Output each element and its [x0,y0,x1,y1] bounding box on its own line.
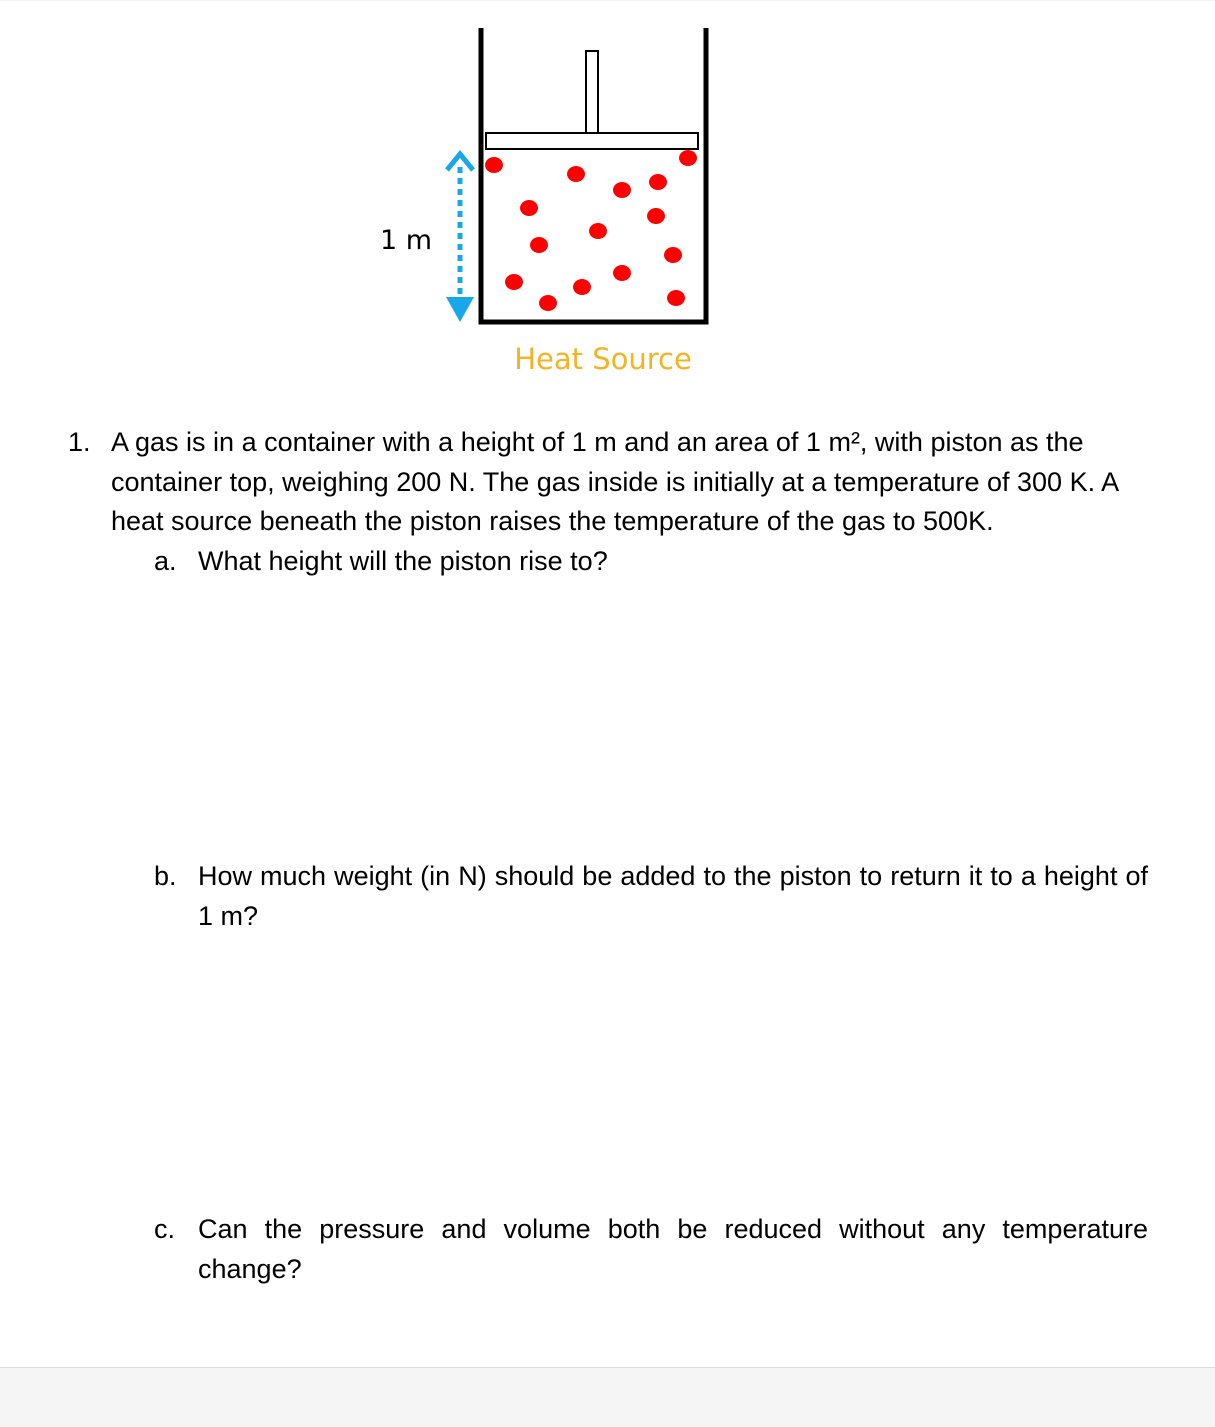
part-b-letter: b. [154,861,177,891]
gas-particle [567,166,585,182]
part-b-text: How much weight (in N) should be added to the piston to return it to a height of 1 m? [198,861,1148,931]
piston-plate [486,133,698,149]
gas-particle [485,157,503,173]
part-c-text: Can the pressure and volume both be reduced without any temperature change? [198,1214,1148,1284]
gas-particle [649,174,667,190]
question-text: A gas is in a container with a height of 1 m and an area of 1 m², with piston as the container top, weighing 200 N. The gas inside is initially at a temperature of 300 K. A heat source beneath the piston raises the temperature of the gas to 500K. [111,427,1118,536]
piston-container-diagram [0,1,1215,401]
part-c-letter: c. [154,1214,176,1244]
gas-particle [505,274,523,290]
gas-particle [539,295,557,311]
gas-particle [679,150,697,166]
height-label: 1 m [380,225,433,256]
piston-rod [586,51,598,133]
gas-particles [485,150,697,311]
footer-bar [0,1367,1215,1427]
part-a-letter: a. [154,546,177,576]
gas-particle [613,265,631,281]
gas-particle [530,237,548,253]
height-arrow [446,154,474,322]
gas-particle [667,290,685,306]
gas-particle [520,200,538,216]
gas-particle [589,223,607,239]
gas-particle [664,247,682,263]
gas-particle [573,279,591,295]
part-a-text: What height will the piston rise to? [198,546,608,576]
heat-source-label: Heat Source [514,342,692,376]
question-number: 1. [68,427,91,457]
gas-particle [647,208,665,224]
gas-particle [613,182,631,198]
